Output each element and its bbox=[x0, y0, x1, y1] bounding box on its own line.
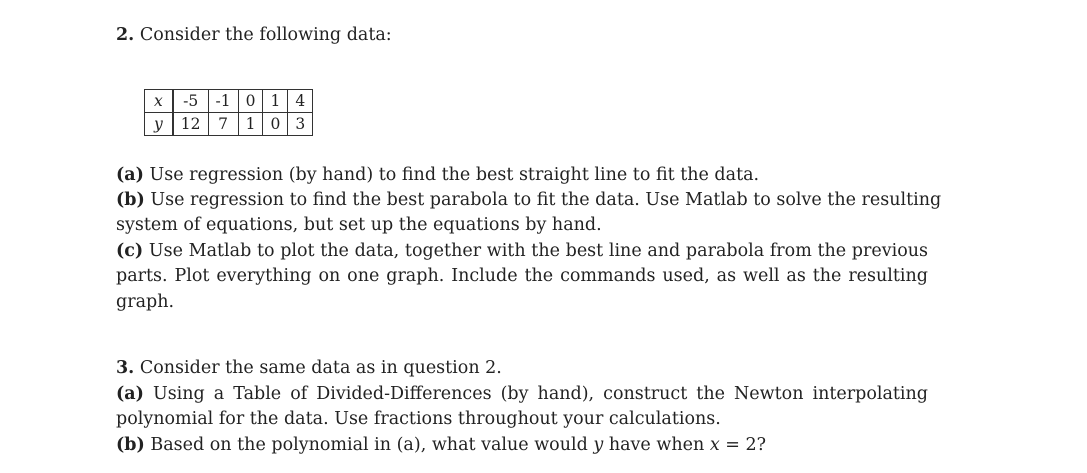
problem-2c-text-1: Use Matlab to plot the data, together with the best line and parabola from the previous bbox=[148, 241, 928, 261]
problem-3b-text-3: = 2? bbox=[725, 435, 767, 455]
problem-3a-line-2 bbox=[116, 408, 721, 430]
table-header-y: y bbox=[145, 113, 173, 136]
table-cell-x: 0 bbox=[238, 90, 263, 113]
problem-2c-text-2: parts. Plot everything on one graph. Include the commands used, as well as the resulting bbox=[116, 266, 928, 286]
problem-3b-tag: (b) bbox=[116, 435, 145, 455]
problem-2a-text: Use regression (by hand) to find the best straight line to fit the data. bbox=[149, 165, 760, 185]
problem-2c-text-3: graph. bbox=[116, 292, 175, 312]
problem-3-number: 3. bbox=[116, 358, 135, 378]
problem-2b-line-1 bbox=[116, 189, 942, 211]
table-cell-y: 3 bbox=[288, 113, 313, 136]
table-row-x bbox=[145, 90, 313, 113]
problem-2c-line-3 bbox=[116, 291, 174, 313]
problem-3a-text-1: Using a Table of Divided-Differences (by hand), construct the Newton interpolating bbox=[152, 384, 928, 404]
problem-3b-text-1: Based on the polynomial in (a), what value would bbox=[150, 435, 588, 455]
table-cell-x: -5 bbox=[173, 90, 208, 113]
problem-2-number: 2. bbox=[116, 25, 135, 45]
problem-3-heading bbox=[116, 357, 502, 379]
problem-2a bbox=[116, 164, 759, 186]
problem-3b-var-y: y bbox=[593, 435, 604, 455]
problem-3a-text-2: polynomial for the data. Use fractions throughout your calculations. bbox=[116, 409, 721, 429]
table-cell-x: 4 bbox=[288, 90, 313, 113]
problem-2b-tag: (b) bbox=[116, 190, 145, 210]
problem-3a-tag: (a) bbox=[116, 384, 144, 404]
table-cell-y: 7 bbox=[208, 113, 238, 136]
table-cell-x: -1 bbox=[208, 90, 238, 113]
problem-3b-var-x: x bbox=[709, 435, 720, 455]
problem-2c-line-1 bbox=[116, 240, 928, 262]
problem-3a-line-1 bbox=[116, 383, 928, 405]
table-cell-y: 1 bbox=[238, 113, 263, 136]
table-cell-x: 1 bbox=[263, 90, 288, 113]
problem-2-intro: Consider the following data: bbox=[139, 25, 392, 45]
problem-2c-line-2 bbox=[116, 265, 928, 287]
data-table bbox=[144, 89, 313, 136]
table-header-x: x bbox=[145, 90, 173, 113]
problem-3b-text-2: have when bbox=[608, 435, 705, 455]
table-row-y bbox=[145, 113, 313, 136]
table-cell-y: 0 bbox=[263, 113, 288, 136]
problem-2b-text-2: system of equations, but set up the equations by hand. bbox=[116, 215, 602, 235]
problem-2-heading bbox=[116, 24, 392, 46]
problem-2b-text-1: Use regression to find the best parabola to fit the data. Use Matlab to solve the resulting bbox=[150, 190, 942, 210]
problem-2a-tag: (a) bbox=[116, 165, 144, 185]
table-cell-y: 12 bbox=[173, 113, 208, 136]
problem-3b bbox=[116, 434, 766, 456]
problem-2b-line-2 bbox=[116, 214, 602, 236]
problem-2c-tag: (c) bbox=[116, 241, 144, 261]
problem-3-intro: Consider the same data as in question 2. bbox=[139, 358, 502, 378]
